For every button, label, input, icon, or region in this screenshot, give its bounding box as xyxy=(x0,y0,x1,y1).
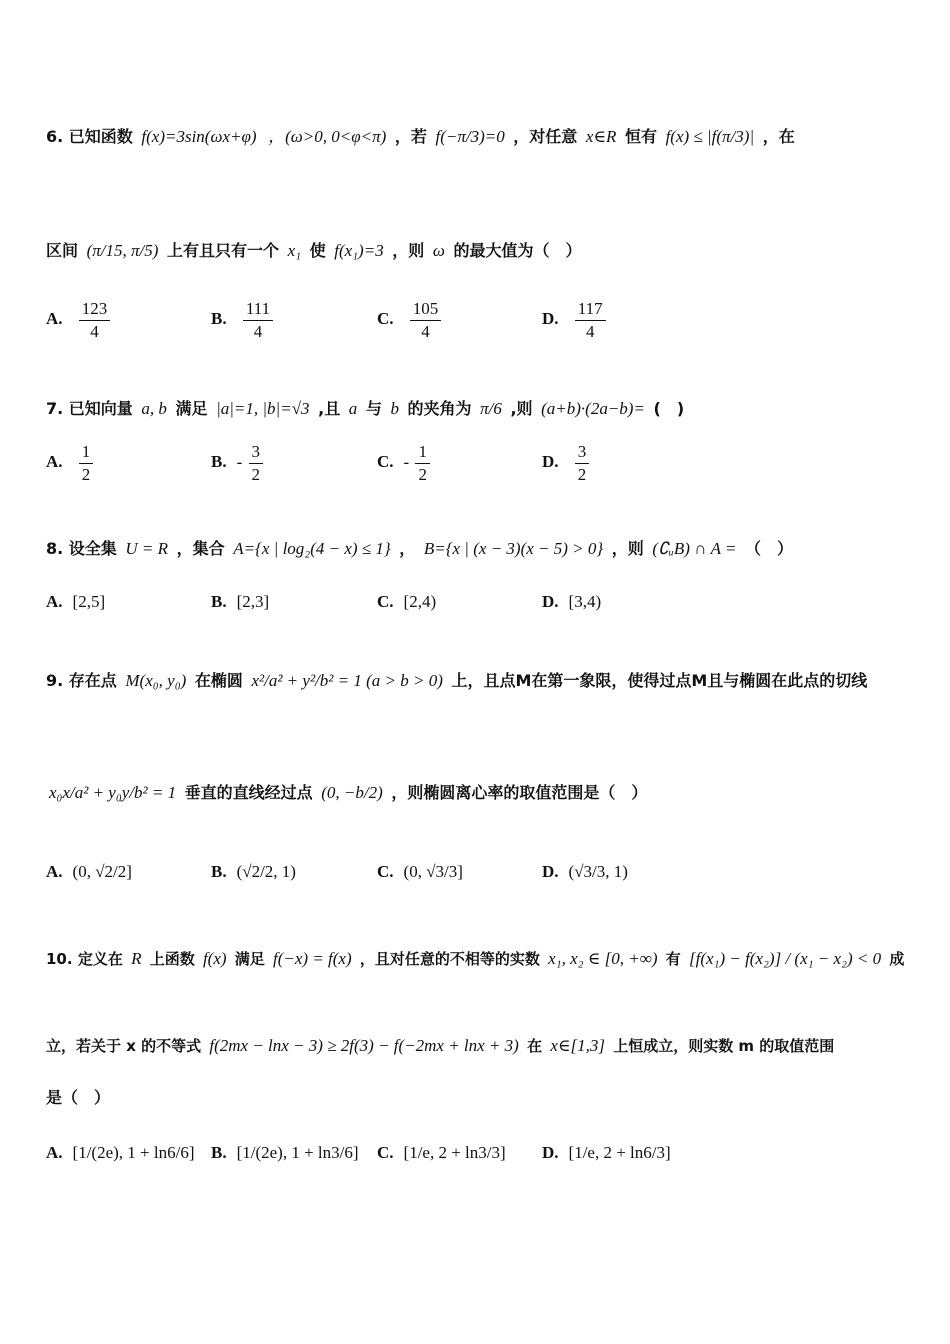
q6-line2 xyxy=(46,238,910,261)
q6-number: 6. xyxy=(46,127,64,146)
q6-interval: (π/15, π/5) xyxy=(86,241,159,260)
q7-vectors: a, b xyxy=(141,399,167,418)
q8-option-c[interactable]: C. [2,4) xyxy=(377,592,437,611)
q6-fx1: f(x₁)=3 xyxy=(334,241,384,260)
q8-number: 8. xyxy=(46,539,64,558)
q7-option-b[interactable]: B. - $\frac{3}{2}$ xyxy=(211,441,265,486)
q9-number: 9. xyxy=(46,671,64,690)
q9-tangent: x₀x/a² + y₀y/b² = 1 xyxy=(49,783,177,802)
q7-text: ,且 xyxy=(318,399,341,418)
q6-inequality: f(x) ≤ |f(π/3)| xyxy=(665,127,755,146)
q10-text: 成 xyxy=(889,950,905,968)
q7-expression: (a+b)·(2a−b)= xyxy=(541,399,645,418)
q9-line1 xyxy=(46,668,910,691)
q6-text: 恒有 xyxy=(624,127,657,146)
q10-fx: f(x) xyxy=(202,949,227,968)
q9-option-d[interactable]: D. (√3/3, 1) xyxy=(542,862,628,881)
q9-text: ，则椭圆离心率的取值范围是（ ） xyxy=(391,783,648,802)
q10-option-c[interactable]: C. [1/e, 2 + ln3/3] xyxy=(377,1143,506,1162)
q10-even: f(−x) = f(x) xyxy=(273,949,352,968)
q6-line1 xyxy=(46,122,910,147)
q8-expression: (∁ᵤB) ∩ A = xyxy=(652,539,737,558)
q6-xr: x∈R xyxy=(585,127,617,146)
q8-line xyxy=(46,536,910,559)
q10-option-d[interactable]: D. [1/e, 2 + ln6/3] xyxy=(542,1143,671,1162)
q9-text: 存在点 xyxy=(68,671,117,690)
q6-function: f(x)=3sin(ωx+φ) xyxy=(141,127,257,146)
q6-text: 区间 xyxy=(46,241,79,260)
q10-r: R xyxy=(131,949,142,968)
q7-line xyxy=(46,396,910,419)
q10-line3 xyxy=(46,1085,910,1108)
q6-text: 的最大值为（ ） xyxy=(453,241,582,260)
q8-text: ，集合 xyxy=(176,539,225,558)
q8-text: ，则 xyxy=(611,539,644,558)
q6-text: ，则 xyxy=(392,241,425,260)
q6-text: ，若 xyxy=(394,127,427,146)
q8-text: 设全集 xyxy=(68,539,117,558)
q7-condition: |a|=1, |b|=√3 xyxy=(216,399,310,418)
q7-angle: π/6 xyxy=(480,399,502,418)
q10-range: x∈[1,3] xyxy=(550,1036,605,1055)
q9-option-b[interactable]: B. (√2/2, 1) xyxy=(211,862,296,881)
q10-text: 上恒成立，则实数 m 的取值范围 xyxy=(613,1037,835,1055)
q6-text: 已知函数 xyxy=(68,127,133,146)
q6-text: 使 xyxy=(309,241,326,260)
q7-option-a[interactable]: A. $\frac{1}{2}$ xyxy=(46,441,95,486)
q9-text: 上，且点M在第一象限，使得过点M且与椭圆在此点的切线 xyxy=(451,671,868,690)
q6-text: ，在 xyxy=(762,127,795,146)
q10-number: 10. xyxy=(46,950,73,968)
q7-text: 已知向量 xyxy=(68,399,133,418)
q7-text: ,则 xyxy=(510,399,533,418)
q7-b: b xyxy=(390,399,399,418)
q6-condition: ，(ω>0, 0<φ<π) xyxy=(268,127,387,146)
q8-text: （ ） xyxy=(745,539,794,558)
q10-text: 在 xyxy=(527,1037,543,1055)
q6-option-c[interactable]: C. $\frac{105}{4}$ xyxy=(377,298,443,343)
q10-option-a[interactable]: A. [1/(2e), 1 + ln6/6] xyxy=(46,1143,195,1162)
q8-option-a[interactable]: A. [2,5] xyxy=(46,592,106,611)
q7-text: ( ) xyxy=(653,399,685,418)
q10-monotonic: [f(x₁) − f(x₂)] / (x₁ − x₂) < 0 xyxy=(688,949,882,968)
q8-set-a: A={x | log₂(4 − x) ≤ 1} xyxy=(233,539,391,558)
q10-text: 立，若关于 x 的不等式 xyxy=(46,1037,202,1055)
q9-line2 xyxy=(46,780,910,803)
q9-text: 垂直的直线经过点 xyxy=(184,783,313,802)
q6-text: 上有且只有一个 xyxy=(166,241,279,260)
q7-option-d[interactable]: D. $\frac{3}{2}$ xyxy=(542,441,591,486)
q7-a: a xyxy=(348,399,358,418)
q10-text: 满足 xyxy=(234,950,265,968)
q8-option-b[interactable]: B. [2,3] xyxy=(211,592,270,611)
q6-zero: f(−π/3)=0 xyxy=(435,127,505,146)
q8-set-b: B={x | (x − 3)(x − 5) > 0} xyxy=(423,539,604,558)
q7-text: 满足 xyxy=(175,399,208,418)
q9-ellipse: x²/a² + y²/b² = 1 (a > b > 0) xyxy=(251,671,443,690)
q6-text: ，对任意 xyxy=(513,127,578,146)
q9-point2: (0, −b/2) xyxy=(321,783,383,802)
q7-text: 的夹角为 xyxy=(407,399,472,418)
q10-text: 定义在 xyxy=(77,950,123,968)
q10-inequality: f(2mx − lnx − 3) ≥ 2f(3) − f(−2mx + lnx + 3) xyxy=(209,1036,519,1055)
q6-omega: ω xyxy=(432,241,445,260)
q9-option-c[interactable]: C. (0, √3/3] xyxy=(377,862,463,881)
q7-option-c[interactable]: C. - $\frac{1}{2}$ xyxy=(377,441,432,486)
q8-universal-set: U = R xyxy=(125,539,169,558)
q9-point: M(x₀, y₀) xyxy=(125,671,187,690)
q10-line2 xyxy=(46,1035,910,1056)
q6-option-d[interactable]: D. $\frac{117}{4}$ xyxy=(542,298,608,343)
q6-x1: x₁ xyxy=(287,241,302,260)
q10-text: ，且对任意的不相等的实数 xyxy=(359,950,540,968)
q10-line1 xyxy=(46,948,910,969)
q10-option-b[interactable]: B. [1/(2e), 1 + ln3/6] xyxy=(211,1143,359,1162)
q7-number: 7. xyxy=(46,399,64,418)
q9-option-a[interactable]: A. (0, √2/2] xyxy=(46,862,132,881)
q8-text: ， xyxy=(399,539,416,558)
q7-text: 与 xyxy=(365,399,382,418)
q6-option-b[interactable]: B. $\frac{111}{4}$ xyxy=(211,298,275,343)
q8-option-d[interactable]: D. [3,4) xyxy=(542,592,602,611)
q10-text: 有 xyxy=(665,950,681,968)
q9-text: 在椭圆 xyxy=(194,671,243,690)
q6-option-a[interactable]: A. $\frac{123}{4}$ xyxy=(46,298,112,343)
q10-text: 上函数 xyxy=(149,950,195,968)
q10-vars: x₁, x₂ ∈ [0, +∞) xyxy=(548,949,658,968)
q10-text: 是（ ） xyxy=(46,1088,111,1107)
